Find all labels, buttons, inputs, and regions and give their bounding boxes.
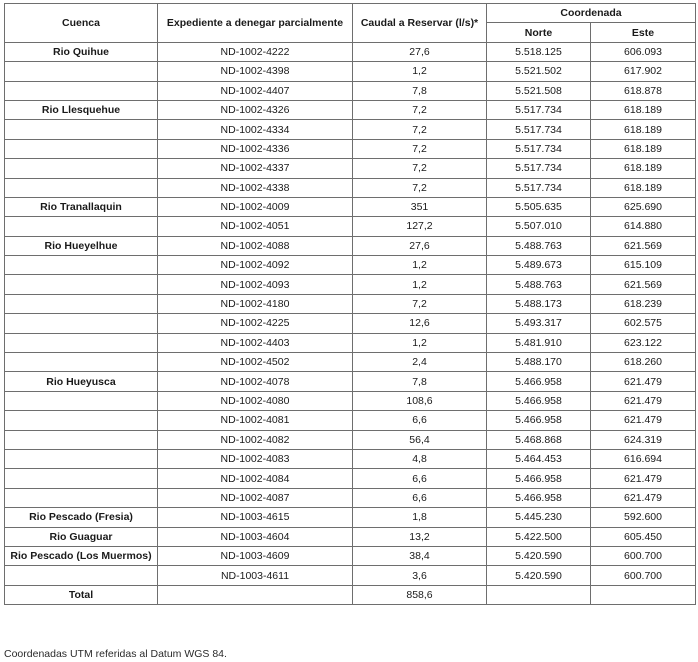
cell-este: 602.575 <box>591 314 696 333</box>
header-este: Este <box>591 23 696 42</box>
cell-caudal: 7,2 <box>353 159 487 178</box>
cell-caudal: 7,2 <box>353 139 487 158</box>
total-caudal: 858,6 <box>353 585 487 604</box>
cell-norte: 5.464.453 <box>487 449 591 468</box>
cell-caudal: 127,2 <box>353 217 487 236</box>
cell-caudal: 6,6 <box>353 469 487 488</box>
table-row <box>5 372 696 391</box>
table-row <box>5 275 696 294</box>
table-row <box>5 178 696 197</box>
total-norte <box>487 585 591 604</box>
cell-expediente: ND-1002-4084 <box>158 469 353 488</box>
cell-cuenca <box>5 411 158 430</box>
cell-norte: 5.422.500 <box>487 527 591 546</box>
cell-este: 621.569 <box>591 275 696 294</box>
cell-expediente: ND-1002-4337 <box>158 159 353 178</box>
cell-este: 624.319 <box>591 430 696 449</box>
cell-caudal: 1,2 <box>353 275 487 294</box>
cell-norte: 5.518.125 <box>487 42 591 61</box>
cell-cuenca <box>5 333 158 352</box>
cell-expediente: ND-1002-4180 <box>158 294 353 313</box>
table-row <box>5 314 696 333</box>
table-row <box>5 197 696 216</box>
cell-norte: 5.505.635 <box>487 197 591 216</box>
cell-norte: 5.466.958 <box>487 411 591 430</box>
cell-norte: 5.466.958 <box>487 372 591 391</box>
cell-expediente: ND-1002-4336 <box>158 139 353 158</box>
cell-expediente: ND-1002-4225 <box>158 314 353 333</box>
table-row <box>5 42 696 61</box>
cell-este: 615.109 <box>591 256 696 275</box>
cell-cuenca: Rio Tranallaquin <box>5 197 158 216</box>
cell-este: 621.569 <box>591 236 696 255</box>
cell-cuenca <box>5 314 158 333</box>
table-row <box>5 333 696 352</box>
cell-caudal: 351 <box>353 197 487 216</box>
table-row <box>5 139 696 158</box>
cell-este: 618.878 <box>591 81 696 100</box>
cell-cuenca: Rio Quihue <box>5 42 158 61</box>
cell-este: 618.189 <box>591 100 696 119</box>
cell-expediente: ND-1002-4222 <box>158 42 353 61</box>
cell-norte: 5.466.958 <box>487 488 591 507</box>
cell-este: 618.189 <box>591 178 696 197</box>
total-este <box>591 585 696 604</box>
cell-cuenca <box>5 353 158 372</box>
cell-caudal: 4,8 <box>353 449 487 468</box>
cell-expediente: ND-1003-4609 <box>158 546 353 565</box>
cell-expediente: ND-1002-4338 <box>158 178 353 197</box>
cell-norte: 5.445.230 <box>487 508 591 527</box>
cell-norte: 5.488.173 <box>487 294 591 313</box>
total-expediente <box>158 585 353 604</box>
cell-norte: 5.517.734 <box>487 159 591 178</box>
cell-caudal: 1,2 <box>353 256 487 275</box>
cell-cuenca: Rio Pescado (Los Muermos) <box>5 546 158 565</box>
cell-caudal: 56,4 <box>353 430 487 449</box>
table-row <box>5 469 696 488</box>
cell-caudal: 3,6 <box>353 566 487 585</box>
cell-caudal: 7,2 <box>353 178 487 197</box>
table-row <box>5 411 696 430</box>
cell-cuenca <box>5 449 158 468</box>
cell-norte: 5.521.508 <box>487 81 591 100</box>
cell-cuenca <box>5 139 158 158</box>
cell-expediente: ND-1002-4087 <box>158 488 353 507</box>
cell-norte: 5.517.734 <box>487 120 591 139</box>
cell-expediente: ND-1002-4326 <box>158 100 353 119</box>
cell-cuenca <box>5 430 158 449</box>
cell-este: 618.189 <box>591 159 696 178</box>
cell-cuenca <box>5 488 158 507</box>
cell-expediente: ND-1002-4092 <box>158 256 353 275</box>
cell-expediente: ND-1002-4082 <box>158 430 353 449</box>
cell-cuenca: Rio Hueyusca <box>5 372 158 391</box>
cell-norte: 5.488.763 <box>487 236 591 255</box>
cell-expediente: ND-1002-4407 <box>158 81 353 100</box>
cell-norte: 5.507.010 <box>487 217 591 236</box>
cell-expediente: ND-1002-4398 <box>158 62 353 81</box>
cell-norte: 5.517.734 <box>487 100 591 119</box>
cell-norte: 5.481.910 <box>487 333 591 352</box>
header-caudal: Caudal a Reservar (l/s)* <box>353 4 487 43</box>
cell-este: 621.479 <box>591 411 696 430</box>
table-row <box>5 527 696 546</box>
cell-cuenca: Rio Llesquehue <box>5 100 158 119</box>
cell-norte: 5.468.868 <box>487 430 591 449</box>
cell-cuenca <box>5 294 158 313</box>
table-row <box>5 391 696 410</box>
cell-expediente: ND-1002-4080 <box>158 391 353 410</box>
caudal-reserva-table <box>4 3 696 605</box>
cell-caudal: 108,6 <box>353 391 487 410</box>
cell-caudal: 13,2 <box>353 527 487 546</box>
cell-cuenca <box>5 81 158 100</box>
table-row <box>5 566 696 585</box>
cell-cuenca <box>5 256 158 275</box>
header-norte: Norte <box>487 23 591 42</box>
total-row <box>5 585 696 604</box>
cell-expediente: ND-1003-4604 <box>158 527 353 546</box>
cell-norte: 5.420.590 <box>487 566 591 585</box>
cell-expediente: ND-1002-4088 <box>158 236 353 255</box>
cell-expediente: ND-1002-4081 <box>158 411 353 430</box>
cell-cuenca <box>5 469 158 488</box>
cell-norte: 5.489.673 <box>487 256 591 275</box>
cell-caudal: 27,6 <box>353 236 487 255</box>
cell-cuenca <box>5 275 158 294</box>
cell-expediente: ND-1002-4009 <box>158 197 353 216</box>
table-row <box>5 256 696 275</box>
cell-caudal: 1,2 <box>353 62 487 81</box>
cell-expediente: ND-1002-4502 <box>158 353 353 372</box>
table-row <box>5 449 696 468</box>
cell-caudal: 7,8 <box>353 81 487 100</box>
cell-este: 618.189 <box>591 120 696 139</box>
cell-norte: 5.466.958 <box>487 391 591 410</box>
table-row <box>5 217 696 236</box>
cell-este: 625.690 <box>591 197 696 216</box>
table-row <box>5 294 696 313</box>
cell-cuenca <box>5 159 158 178</box>
cell-caudal: 1,8 <box>353 508 487 527</box>
cell-caudal: 7,2 <box>353 294 487 313</box>
cell-este: 616.694 <box>591 449 696 468</box>
total-label: Total <box>5 585 158 604</box>
footnote: Coordenadas UTM referidas al Datum WGS 84. <box>4 648 227 660</box>
cell-este: 621.479 <box>591 488 696 507</box>
cell-caudal: 1,2 <box>353 333 487 352</box>
cell-este: 623.122 <box>591 333 696 352</box>
header-cuenca: Cuenca <box>5 4 158 43</box>
cell-norte: 5.488.763 <box>487 275 591 294</box>
cell-expediente: ND-1002-4334 <box>158 120 353 139</box>
cell-caudal: 27,6 <box>353 42 487 61</box>
table-row <box>5 508 696 527</box>
cell-cuenca <box>5 178 158 197</box>
cell-este: 621.479 <box>591 372 696 391</box>
cell-expediente: ND-1002-4093 <box>158 275 353 294</box>
cell-este: 618.239 <box>591 294 696 313</box>
table-body <box>5 42 696 585</box>
cell-norte: 5.420.590 <box>487 546 591 565</box>
cell-caudal: 6,6 <box>353 488 487 507</box>
table-row <box>5 62 696 81</box>
cell-cuenca <box>5 120 158 139</box>
cell-expediente: ND-1003-4615 <box>158 508 353 527</box>
header-coordenada: Coordenada <box>487 4 696 23</box>
cell-este: 621.479 <box>591 391 696 410</box>
cell-este: 600.700 <box>591 566 696 585</box>
cell-caudal: 7,2 <box>353 120 487 139</box>
header-row <box>5 4 696 23</box>
cell-norte: 5.466.958 <box>487 469 591 488</box>
cell-cuenca: Rio Hueyelhue <box>5 236 158 255</box>
cell-norte: 5.521.502 <box>487 62 591 81</box>
cell-expediente: ND-1002-4403 <box>158 333 353 352</box>
cell-caudal: 38,4 <box>353 546 487 565</box>
cell-este: 621.479 <box>591 469 696 488</box>
cell-expediente: ND-1003-4611 <box>158 566 353 585</box>
cell-este: 617.902 <box>591 62 696 81</box>
cell-caudal: 12,6 <box>353 314 487 333</box>
cell-norte: 5.488.170 <box>487 353 591 372</box>
cell-este: 618.260 <box>591 353 696 372</box>
cell-cuenca: Rio Pescado (Fresia) <box>5 508 158 527</box>
cell-este: 600.700 <box>591 546 696 565</box>
table-row <box>5 546 696 565</box>
cell-este: 606.093 <box>591 42 696 61</box>
table-row <box>5 120 696 139</box>
cell-expediente: ND-1002-4051 <box>158 217 353 236</box>
cell-norte: 5.517.734 <box>487 178 591 197</box>
cell-norte: 5.493.317 <box>487 314 591 333</box>
cell-caudal: 7,8 <box>353 372 487 391</box>
table-row <box>5 430 696 449</box>
table-row <box>5 100 696 119</box>
cell-caudal: 6,6 <box>353 411 487 430</box>
cell-este: 614.880 <box>591 217 696 236</box>
cell-cuenca <box>5 62 158 81</box>
cell-cuenca <box>5 217 158 236</box>
cell-este: 605.450 <box>591 527 696 546</box>
cell-este: 592.600 <box>591 508 696 527</box>
cell-expediente: ND-1002-4083 <box>158 449 353 468</box>
cell-este: 618.189 <box>591 139 696 158</box>
cell-cuenca: Rio Guaguar <box>5 527 158 546</box>
header-expediente: Expediente a denegar parcialmente <box>158 4 353 43</box>
table-row <box>5 159 696 178</box>
table-row <box>5 236 696 255</box>
cell-norte: 5.517.734 <box>487 139 591 158</box>
cell-caudal: 7,2 <box>353 100 487 119</box>
table-row <box>5 81 696 100</box>
cell-expediente: ND-1002-4078 <box>158 372 353 391</box>
table-row <box>5 488 696 507</box>
cell-cuenca <box>5 391 158 410</box>
cell-cuenca <box>5 566 158 585</box>
table-row <box>5 353 696 372</box>
cell-caudal: 2,4 <box>353 353 487 372</box>
